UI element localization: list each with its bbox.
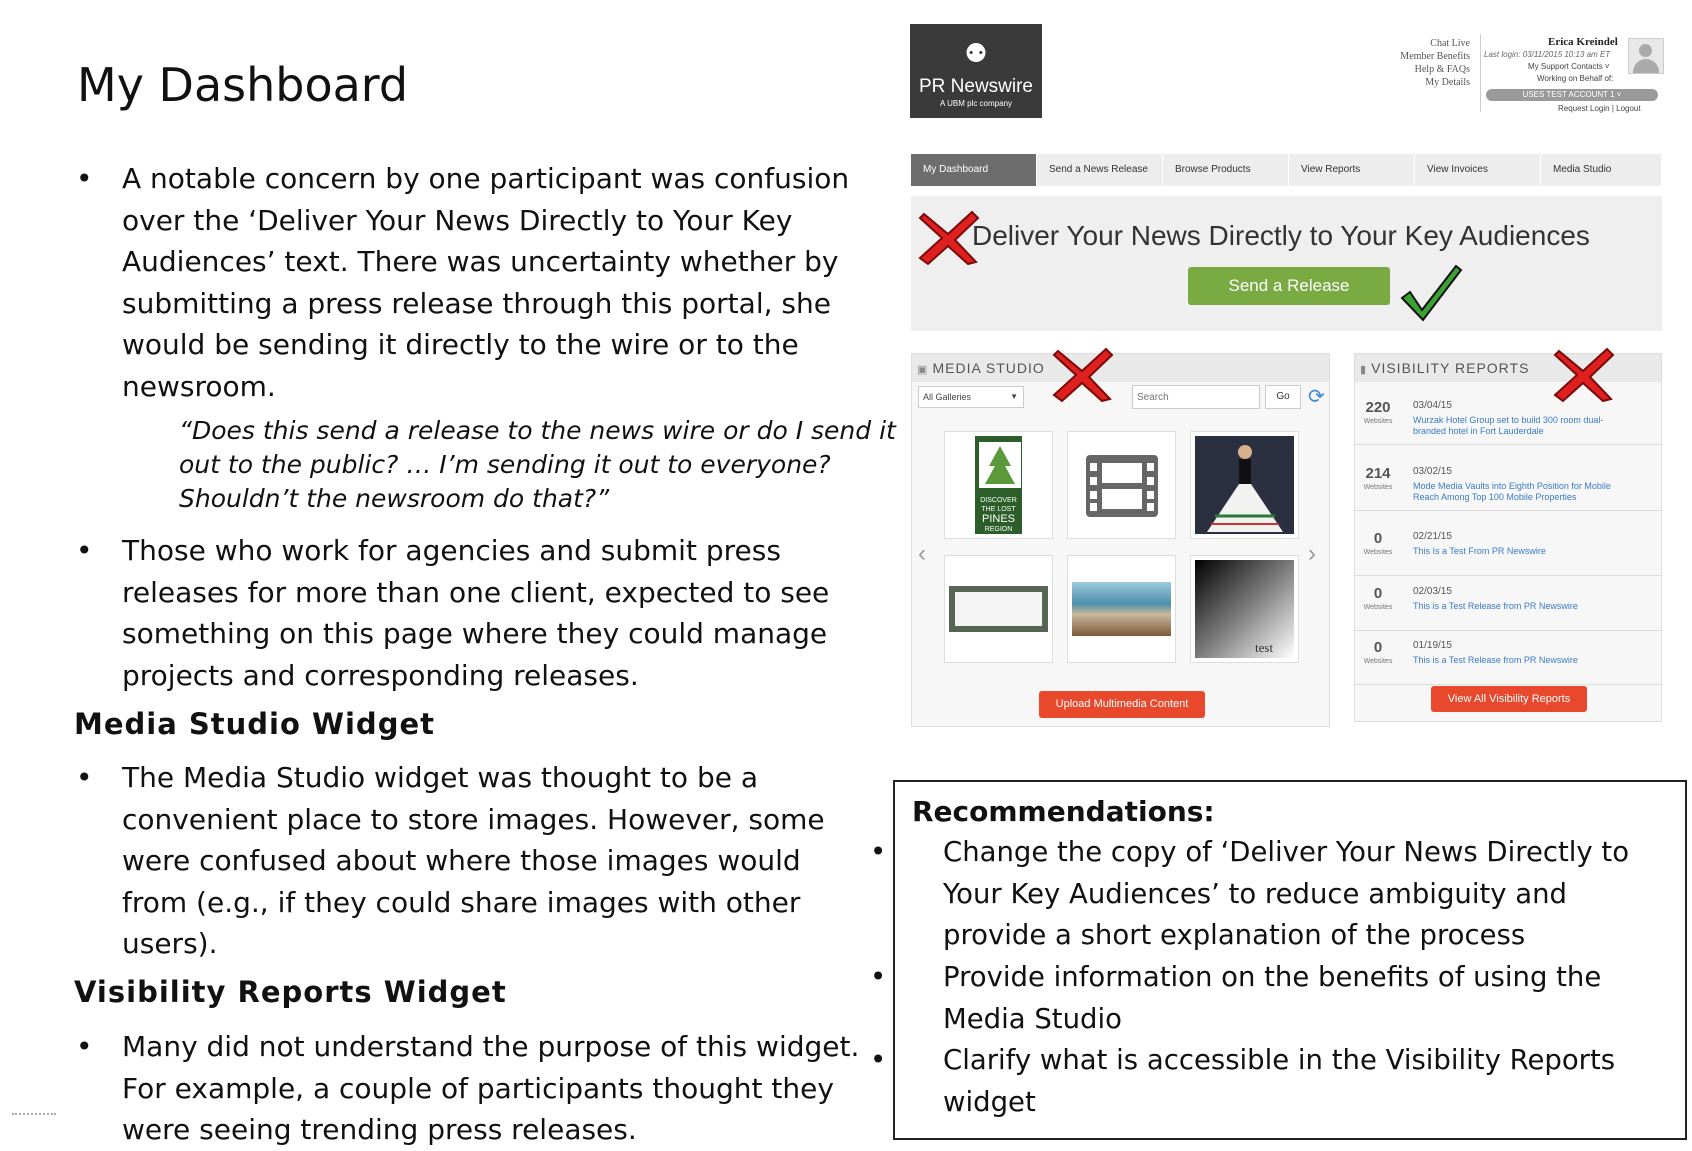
bullet-dot: • — [76, 1030, 93, 1063]
section-heading-visibility: Visibility Reports Widget — [74, 975, 507, 1009]
view-all-reports-button[interactable]: View All Visibility Reports — [1431, 686, 1587, 712]
report-title-line: Wurzak Hotel Group set to build 300 room dual- — [1413, 415, 1604, 425]
report-title-line: branded hotel in Fort Lauderdale — [1413, 426, 1544, 436]
refresh-icon[interactable]: ⟳ — [1308, 386, 1325, 408]
last-login: Last login: 03/11/2015 10:13 am ET — [1484, 50, 1611, 59]
bullet-line: Those who work for agencies and submit press — [122, 534, 781, 567]
logo-tagline: A UBM plc company — [939, 99, 1013, 108]
recommendation-line: Your Key Audiences’ to reduce ambiguity and — [943, 877, 1568, 910]
webpage-screenshot-image — [949, 586, 1048, 632]
report-date: 01/19/15 — [1413, 640, 1452, 651]
visibility-report-row[interactable] — [1354, 456, 1662, 511]
logo-mark-icon: ⚉ — [964, 38, 988, 68]
report-date: 02/21/15 — [1413, 531, 1452, 542]
bullet-line: convenient place to store images. However, some — [122, 802, 825, 836]
report-date: 03/02/15 — [1413, 466, 1452, 477]
login-logout-links[interactable]: Request Login | Logout — [1558, 104, 1641, 113]
beach-horses-photo — [1072, 582, 1171, 636]
visibility-reports-title — [1360, 360, 1529, 376]
recommendation-line: Provide information on the benefits of using the — [943, 961, 1602, 993]
report-title-link[interactable] — [1413, 546, 1546, 557]
bullet-line: would be sending it directly to the wire or to the — [122, 328, 799, 361]
lost-pines-logo-image — [975, 436, 1022, 534]
bar-chart-icon: ▮ — [1360, 364, 1372, 376]
report-title-line: This Is a Test From PR Newswire — [1413, 546, 1546, 556]
media-thumb-screenshot[interactable] — [944, 555, 1053, 663]
report-title-line: This is a Test Release from PR Newswire — [1413, 655, 1578, 665]
bullet-line: from (e.g., if they could share images with other — [122, 885, 801, 919]
gradient-image — [1195, 560, 1294, 658]
avatar-body-icon — [1633, 59, 1659, 74]
website-count: 0 — [1373, 639, 1383, 656]
carousel-left-icon[interactable]: ‹ — [918, 540, 926, 567]
bullet-line: were seeing trending press releases. — [122, 1113, 637, 1146]
top-link-member-benefits[interactable]: Member Benefits — [1400, 51, 1470, 62]
report-title-link[interactable] — [1413, 655, 1578, 666]
bullet-line: were confused about where those images would — [122, 844, 801, 877]
red-carpet-photo — [1195, 436, 1294, 534]
main-nav — [911, 154, 1662, 186]
bullet-line: Many did not understand the purpose of this widget. — [122, 1030, 860, 1063]
media-thumb-gradient[interactable] — [1190, 555, 1299, 663]
deliver-news-panel — [911, 196, 1662, 331]
bullet-line: projects and corresponding releases. — [122, 658, 639, 692]
slide-title: My Dashboard — [77, 58, 409, 112]
recommendation-line: provide a short explanation of the process — [943, 919, 1526, 951]
working-on-behalf-label: Working on Behalf of: — [1537, 74, 1614, 83]
recommendation-line: Media Studio — [943, 1002, 1122, 1035]
bullet-line: submitting a press release through this portal, she — [122, 286, 831, 320]
logo-name: PR Newswire — [918, 76, 1034, 97]
bullet-dot: • — [870, 961, 887, 993]
website-count-label: Websites — [1363, 418, 1393, 425]
report-date: 02/03/15 — [1413, 586, 1452, 597]
bullet-dot: • — [870, 836, 887, 868]
bullet-dot: • — [76, 534, 93, 567]
website-count: 0 — [1373, 585, 1383, 602]
website-count-label: Websites — [1363, 658, 1393, 665]
logo-thumb-line: DISCOVER — [980, 497, 1017, 504]
bullet-line: newsroom. — [122, 369, 276, 403]
website-count: 0 — [1373, 530, 1383, 547]
send-release-button[interactable]: Send a Release — [1188, 267, 1390, 305]
recommendations-heading: Recommendations: — [912, 795, 1215, 828]
support-contacts-menu[interactable]: My Support Contacts ˅ — [1528, 62, 1610, 71]
visibility-reports-title-text: VISIBILITY REPORTS — [1371, 360, 1530, 376]
media-studio-title-text: MEDIA STUDIO — [932, 360, 1045, 376]
upload-multimedia-button[interactable]: Upload Multimedia Content — [1039, 691, 1205, 718]
gradient-image-label: test — [1255, 640, 1274, 655]
report-title-link[interactable] — [1413, 481, 1611, 503]
bullet-line: over the ‘Deliver Your News Directly to Your Key — [122, 203, 793, 237]
media-thumb-video[interactable] — [1067, 431, 1176, 539]
bullet-line: For example, a couple of participants thought they — [122, 1071, 834, 1105]
report-title-link[interactable] — [1413, 415, 1603, 437]
red-x-icon — [918, 210, 980, 266]
website-count-label: Websites — [1363, 484, 1393, 491]
report-date: 03/04/15 — [1413, 400, 1452, 411]
dress-figure-icon — [1195, 436, 1296, 536]
report-title-link[interactable] — [1413, 601, 1578, 612]
media-thumb-lost-pines-logo[interactable] — [944, 431, 1053, 539]
pine-tree-icon — [977, 440, 1023, 490]
bullet-line: releases for more than one client, expected to see — [122, 575, 830, 609]
gallery-select[interactable] — [918, 386, 1024, 408]
website-count: 220 — [1365, 399, 1391, 416]
visibility-report-row[interactable] — [1354, 630, 1662, 685]
user-name: Erica Kreindel — [1548, 36, 1618, 48]
tab-my-dashboard[interactable]: My Dashboard — [911, 154, 1037, 186]
website-count-label: Websites — [1363, 549, 1393, 556]
report-title-line: This is a Test Release from PR Newswire — [1413, 601, 1578, 611]
visibility-report-row[interactable] — [1354, 521, 1662, 576]
tab-browse-products[interactable]: Browse Products — [1163, 154, 1289, 186]
caret-down-icon: ▼ — [1010, 392, 1018, 401]
visibility-report-row[interactable] — [1354, 390, 1662, 445]
check-mark-icon — [1398, 262, 1464, 324]
media-studio-widget — [911, 353, 1330, 727]
gallery-select-value: All Galleries — [923, 392, 972, 402]
red-x-icon — [1052, 347, 1114, 403]
media-thumb-red-carpet-photo[interactable] — [1190, 431, 1299, 539]
bullet-line: Audiences’ text. There was uncertainty whether by — [122, 245, 839, 278]
recommendation-line: Change the copy of ‘Deliver Your News Directly to — [943, 836, 1630, 868]
visibility-report-row[interactable] — [1354, 576, 1662, 631]
go-button[interactable]: Go — [1265, 385, 1301, 409]
logo-thumb-line: PINES — [981, 513, 1015, 525]
media-thumb-beach-photo[interactable] — [1067, 555, 1176, 663]
quote-line: Shouldn’t the newsroom do that?” — [179, 484, 610, 513]
top-link-my-details[interactable]: My Details — [1425, 77, 1470, 88]
website-count-label: Websites — [1363, 604, 1393, 611]
bullet-dot: • — [870, 1044, 887, 1076]
top-link-chat-live[interactable]: Chat Live — [1430, 38, 1470, 49]
recommendation-line: widget — [943, 1085, 1036, 1118]
film-strip-icon — [1082, 451, 1162, 521]
bullet-dot: • — [76, 761, 93, 794]
website-count: 214 — [1365, 465, 1391, 482]
tab-media-studio[interactable]: Media Studio — [1541, 154, 1662, 186]
test-account-select[interactable]: USES TEST ACCOUNT 1 ˅ — [1486, 89, 1658, 101]
pr-newswire-logo[interactable] — [910, 24, 1042, 118]
quote-line: out to the public? … I’m sending it out to everyone? — [179, 450, 831, 479]
logo-thumb-line: REGION — [984, 526, 1013, 533]
media-search-input[interactable] — [1132, 385, 1260, 409]
tab-send-news-release[interactable]: Send a News Release — [1037, 154, 1163, 186]
media-studio-title — [917, 360, 1045, 376]
carousel-right-icon[interactable]: › — [1308, 540, 1316, 567]
image-icon: ▣ — [917, 364, 933, 376]
top-link-help-faqs[interactable]: Help & FAQs — [1414, 64, 1470, 75]
section-heading-media-studio: Media Studio Widget — [74, 707, 435, 741]
bullet-line: users). — [122, 927, 218, 960]
bullet-line: A notable concern by one participant was confusion — [122, 162, 850, 195]
logo-thumb-line: THE LOST — [981, 506, 1016, 513]
participant-quote — [179, 414, 896, 516]
avatar-head-icon — [1639, 44, 1652, 57]
tab-view-reports[interactable]: View Reports — [1289, 154, 1415, 186]
bullet-line: something on this page where they could manage — [122, 617, 828, 650]
quote-line: “Does this send a release to the news wire or do I send it — [179, 416, 896, 445]
bullet-dot: • — [76, 162, 93, 195]
avatar[interactable] — [1628, 38, 1664, 74]
report-title-line: Reach Among Top 100 Mobile Properties — [1413, 492, 1577, 502]
account-divider — [1480, 34, 1481, 112]
bullet-line: The Media Studio widget was thought to be a — [122, 761, 759, 794]
tab-view-invoices[interactable]: View Invoices — [1415, 154, 1541, 186]
slide-edge-marker — [12, 1113, 56, 1115]
recommendation-line: Clarify what is accessible in the Visibility Reports — [943, 1044, 1616, 1076]
report-title-line: Mode Media Vaults into Eighth Position for Mobile — [1413, 481, 1611, 491]
deliver-news-heading: Deliver Your News Directly to Your Key Audiences — [972, 220, 1590, 251]
